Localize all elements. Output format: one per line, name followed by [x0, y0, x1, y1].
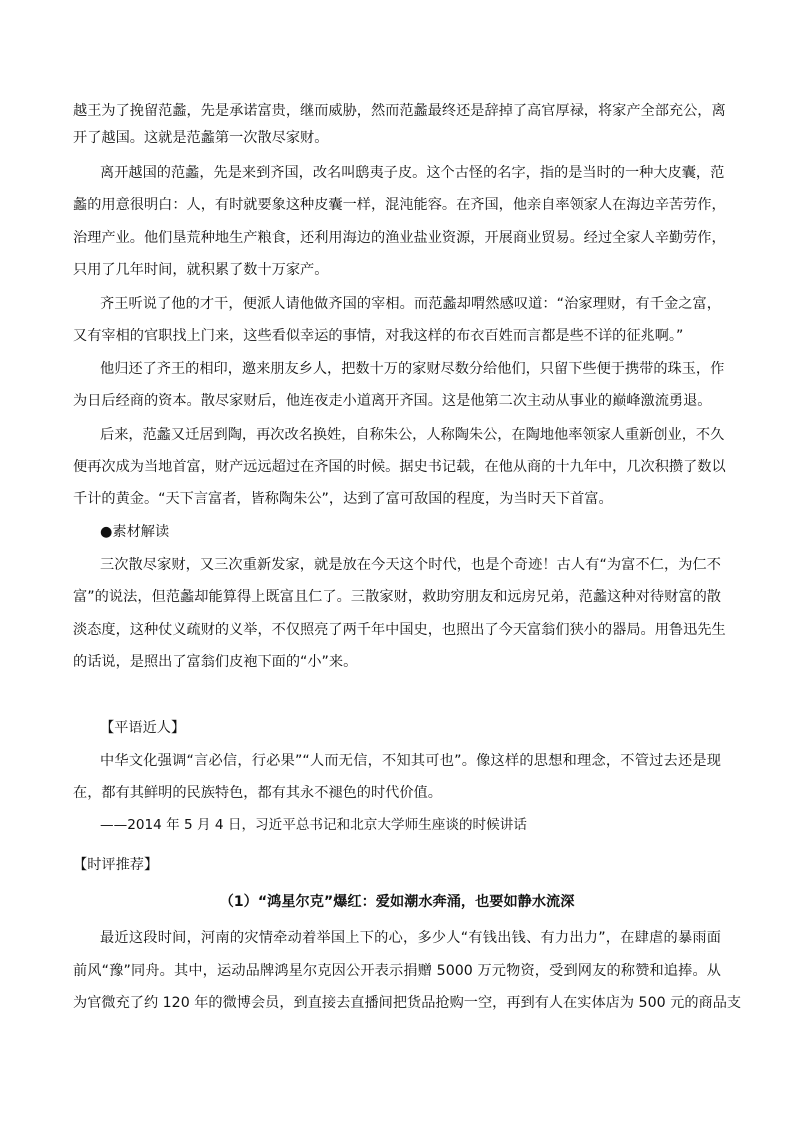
paragraph-line: 开了越国。这就是范蠡第一次散尽家财。	[73, 130, 329, 146]
paragraph-line: 千计的黄金。“天下言富者，皆称陶朱公”，达到了富可敌国的程度，为当时天下首富。	[73, 491, 613, 507]
paragraph-line: 为官微充了约 120 年的微博会员，到直接去直播间把货品抢购一空，再到有人在实体店为 500 元的商品支	[73, 995, 742, 1011]
paragraph-line: 的话说，是照出了富翁们皮袍下面的“小”来。	[73, 654, 358, 670]
article-title: （1）“鸿星尔克”爆红：爱如潮水奔涌，也要如静水流深	[219, 894, 575, 910]
paragraph-line: 离开越国的范蠡，先是来到齐国，改名叫鸱夷子皮。这个古怪的名字，指的是当时的一种大皮囊，范	[100, 165, 725, 181]
section-heading-commentary: 【时评推荐】	[73, 857, 159, 873]
paragraph-line: 齐王听说了他的才干，便派人请他做齐国的宰相。而范蠡却喟然感叹道：“治家理财，有千金之富，	[100, 296, 721, 312]
paragraph-line: 蠡的用意很明白：人，有时就要象这种皮囊一样，混沌能容。在齐国，他亲自率领家人在海边辛苦劳作，	[73, 197, 726, 213]
paragraph-line: 只用了几年时间，就积累了数十万家产。	[73, 262, 329, 278]
paragraph-line: 淡态度，这种仗义疏财的义举，不仅照亮了两千年中国史，也照出了今天富翁们狭小的器局。用鲁迅先生	[73, 622, 726, 638]
quote-line: 中华文化强调“言必信，行必果”“人而无信，不知其可也”。像这样的思想和理念，不管过去还是现	[100, 753, 721, 769]
paragraph-line: 治理产业。他们垦荒种地生产粮食，还利用海边的渔业盐业资源，开展商业贸易。经过全家人辛勤劳作，	[73, 230, 726, 246]
paragraph-line: 前风“豫”同舟。其中，运动品牌鸿星尔克因公开表示捐赠 5000 万元物资，受到网友的称赞和追捧。从	[73, 963, 721, 979]
paragraph-line: 为日后经商的资本。散尽家财后，他连夜走小道离开齐国。这是他第二次主动从事业的巅峰激流勇退。	[73, 393, 712, 409]
paragraph-line: 他归还了齐王的相印，邀来朋友乡人，把数十万的家财尽数分给他们，只留下些便于携带的珠玉，作	[100, 361, 725, 377]
paragraph-line: 三次散尽家财，又三次重新发家，就是放在今天这个时代，也是个奇迹！古人有“为富不仁，为仁不	[100, 557, 721, 573]
paragraph-line: 富”的说法，但范蠡却能算得上既富且仁了。三散家财，救助穷朋友和远房兄弟，范蠡这种对待财富的散	[73, 589, 721, 605]
section-heading-material-interpretation: ●素材解读	[100, 524, 170, 540]
paragraph-line: 又有宰相的官职找上门来，这些看似幸运的事情，对我这样的布衣百姓而言都是些不详的征兆啊。”	[73, 328, 684, 344]
quote-line: 在，都有其鲜明的民族特色，都有其永不褪色的时代价值。	[73, 785, 442, 801]
paragraph-line: 后来，范蠡又迁居到陶，再次改名换姓，自称朱公，人称陶朱公，在陶地他率领家人重新创业，不久	[100, 427, 725, 443]
quote-attribution: ——2014 年 5 月 4 日，习近平总书记和北京大学师生座谈的时候讲话	[100, 817, 527, 833]
paragraph-line: 便再次成为当地首富，财产远远超过在齐国的时候。据史书记载，在他从商的十九年中，几次积攒了数以	[73, 459, 726, 475]
paragraph-line: 最近这段时间，河南的灾情牵动着举国上下的心，多少人“有钱出钱、有力出力”，在肆虐的暴雨面	[100, 930, 721, 946]
paragraph-line: 越王为了挽留范蠡，先是承诺富贵，继而威胁，然而范蠡最终还是辞掉了高官厚禄，将家产全部充公，离	[73, 103, 726, 119]
section-heading-pingyu: 【平语近人】	[100, 720, 186, 736]
